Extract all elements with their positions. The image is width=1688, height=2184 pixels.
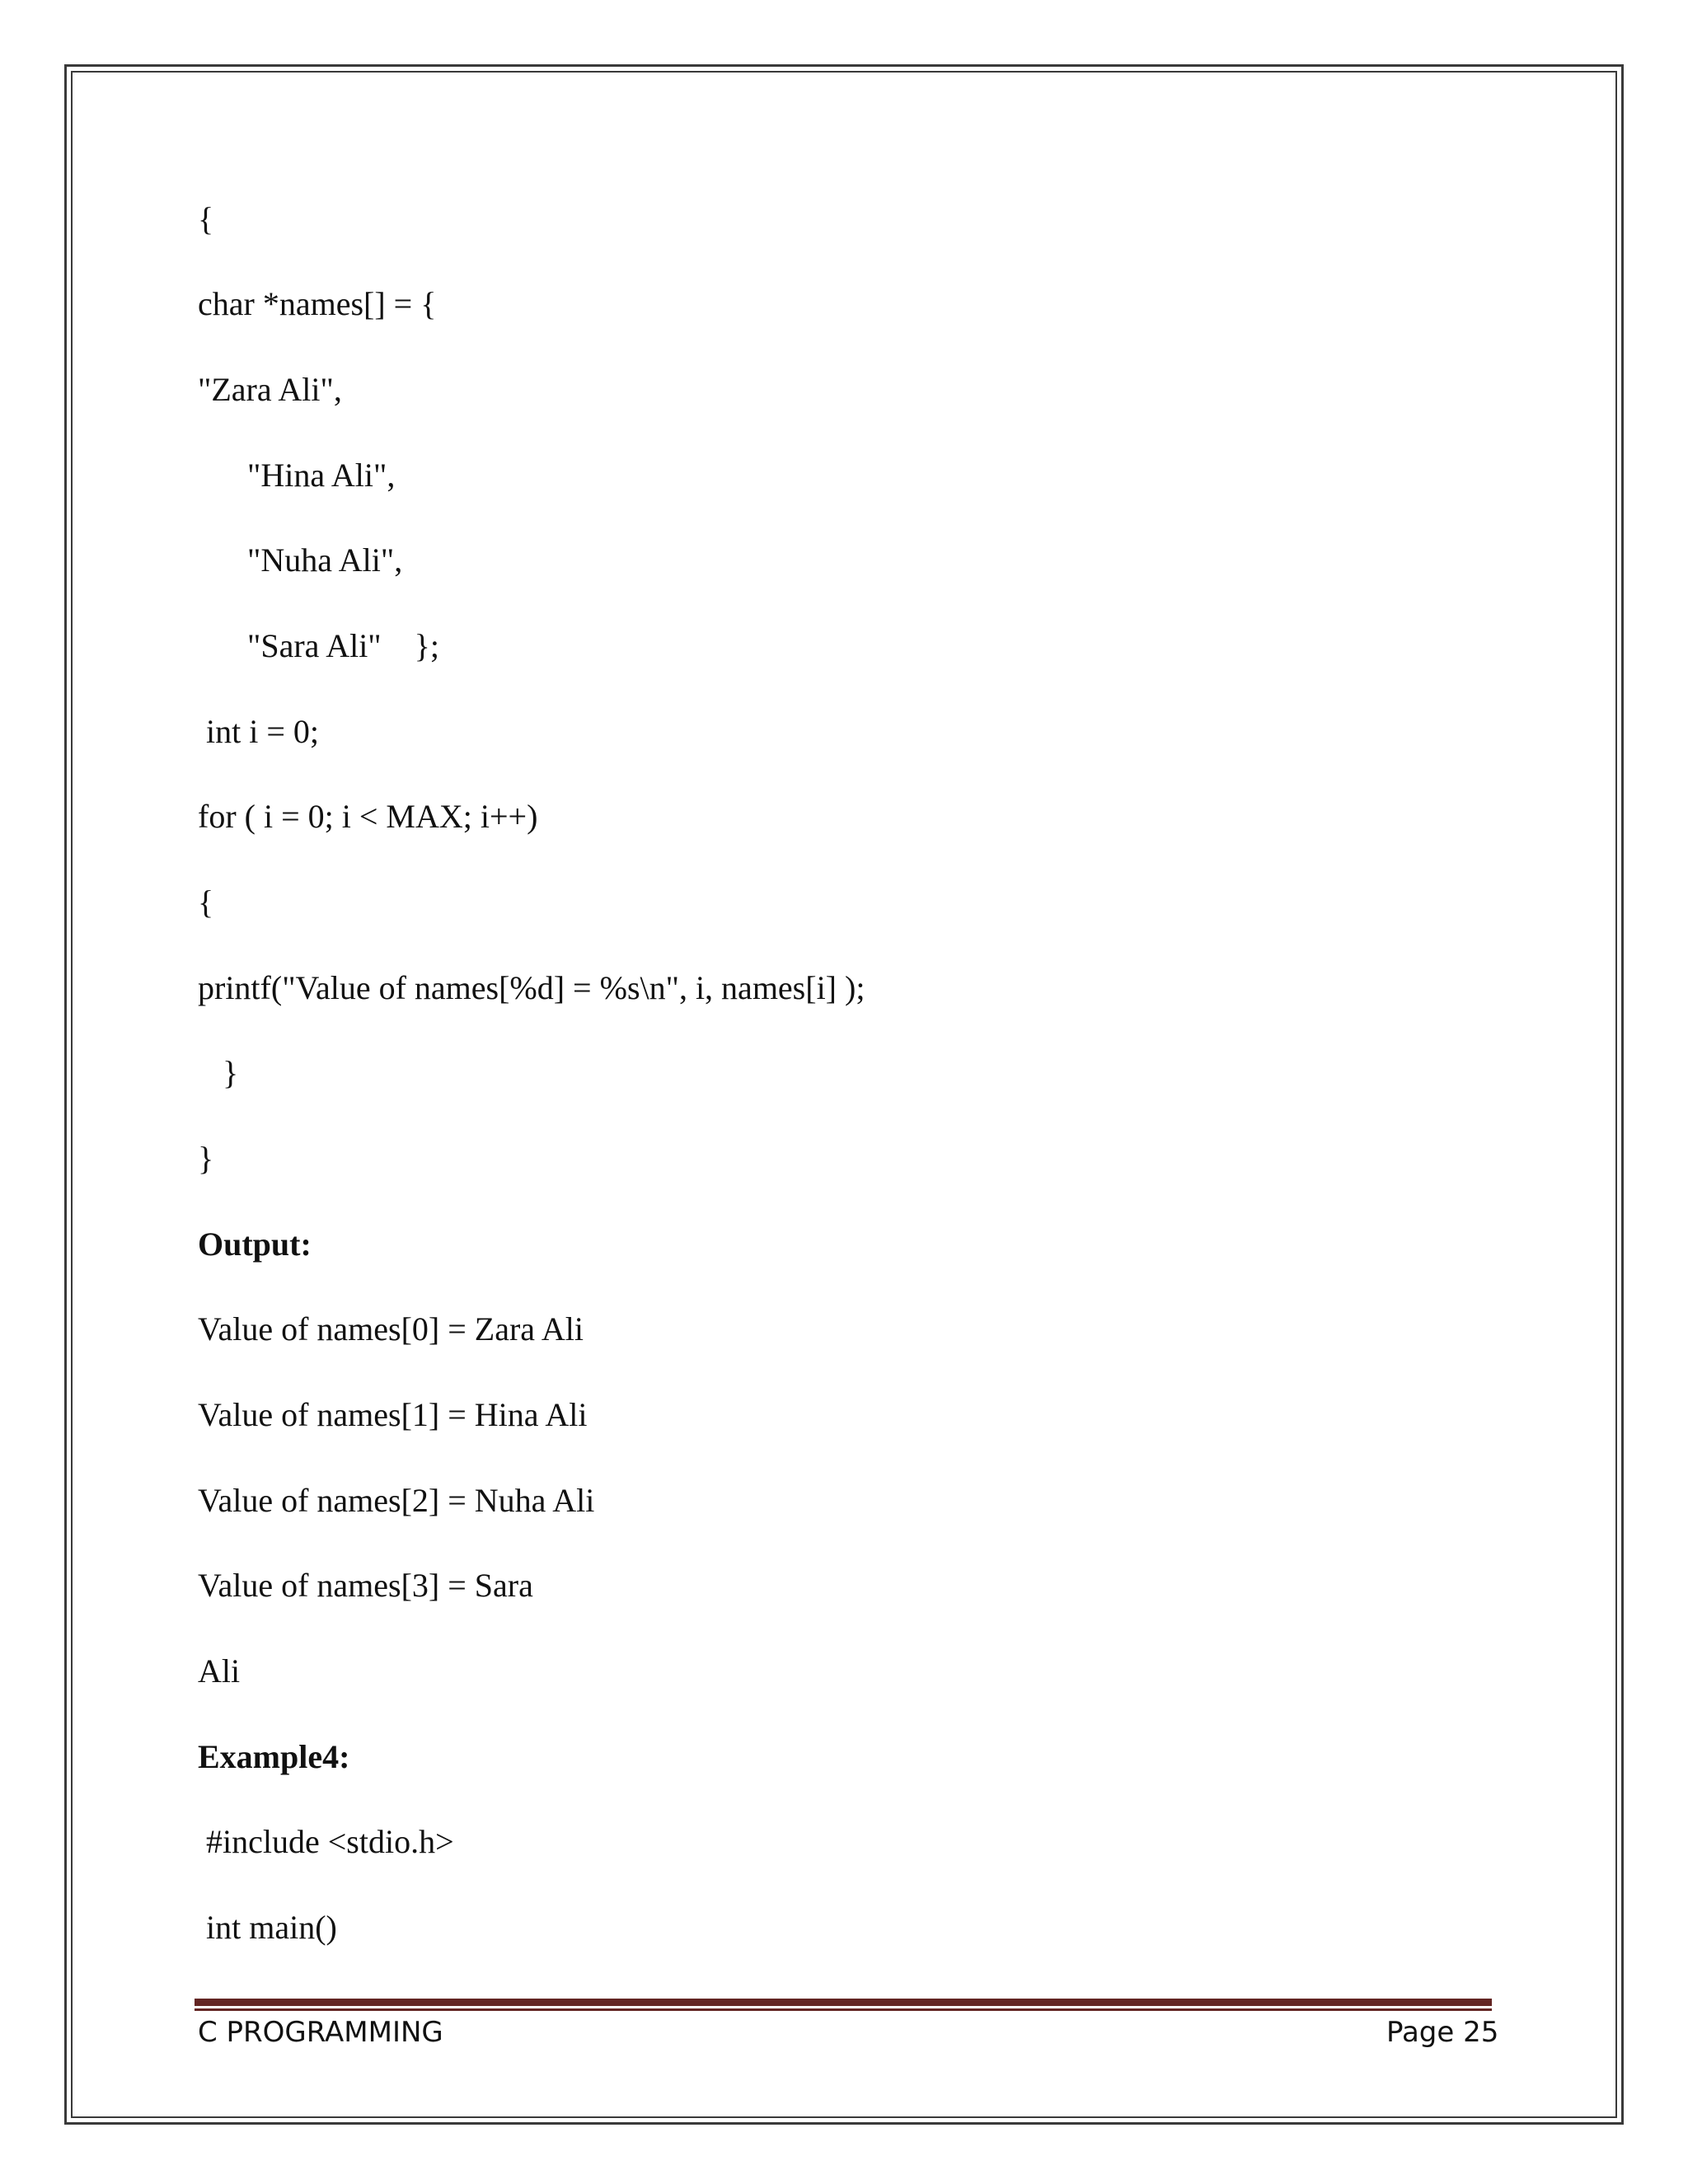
footer-rule-thin [195, 2008, 1492, 2011]
example-line: int main() [198, 1909, 337, 1946]
output-line: Value of names[1] = Hina Ali [198, 1396, 588, 1433]
code-line: int i = 0; [198, 713, 320, 750]
footer-rule [195, 1999, 1492, 2006]
example-line: #include <stdio.h> [198, 1823, 454, 1860]
code-line: "Zara Ali", [198, 371, 342, 408]
code-line: { [198, 883, 214, 921]
page-number: Page 25 [1386, 2016, 1499, 2049]
output-line: Ali [198, 1652, 241, 1690]
output-line: Value of names[0] = Zara Ali [198, 1310, 584, 1347]
output-heading: Output: [198, 1226, 312, 1263]
output-line: Value of names[3] = Sara [198, 1567, 533, 1604]
code-line: "Hina Ali", [198, 457, 396, 494]
code-line: printf("Value of names[%d] = %s\n", i, names[i] ); [198, 969, 865, 1006]
footer-title: C PROGRAMMING [198, 2016, 443, 2049]
code-line: "Nuha Ali", [198, 541, 403, 579]
code-line: { [198, 200, 214, 237]
example-heading: Example4: [198, 1738, 350, 1775]
code-line: "Sara Ali" }; [198, 627, 439, 664]
code-line: char *names[] = { [198, 285, 437, 322]
code-line: } [198, 1054, 239, 1091]
output-line: Value of names[2] = Nuha Ali [198, 1482, 595, 1519]
code-line: for ( i = 0; i < MAX; i++) [198, 798, 538, 835]
code-line: } [198, 1140, 214, 1177]
